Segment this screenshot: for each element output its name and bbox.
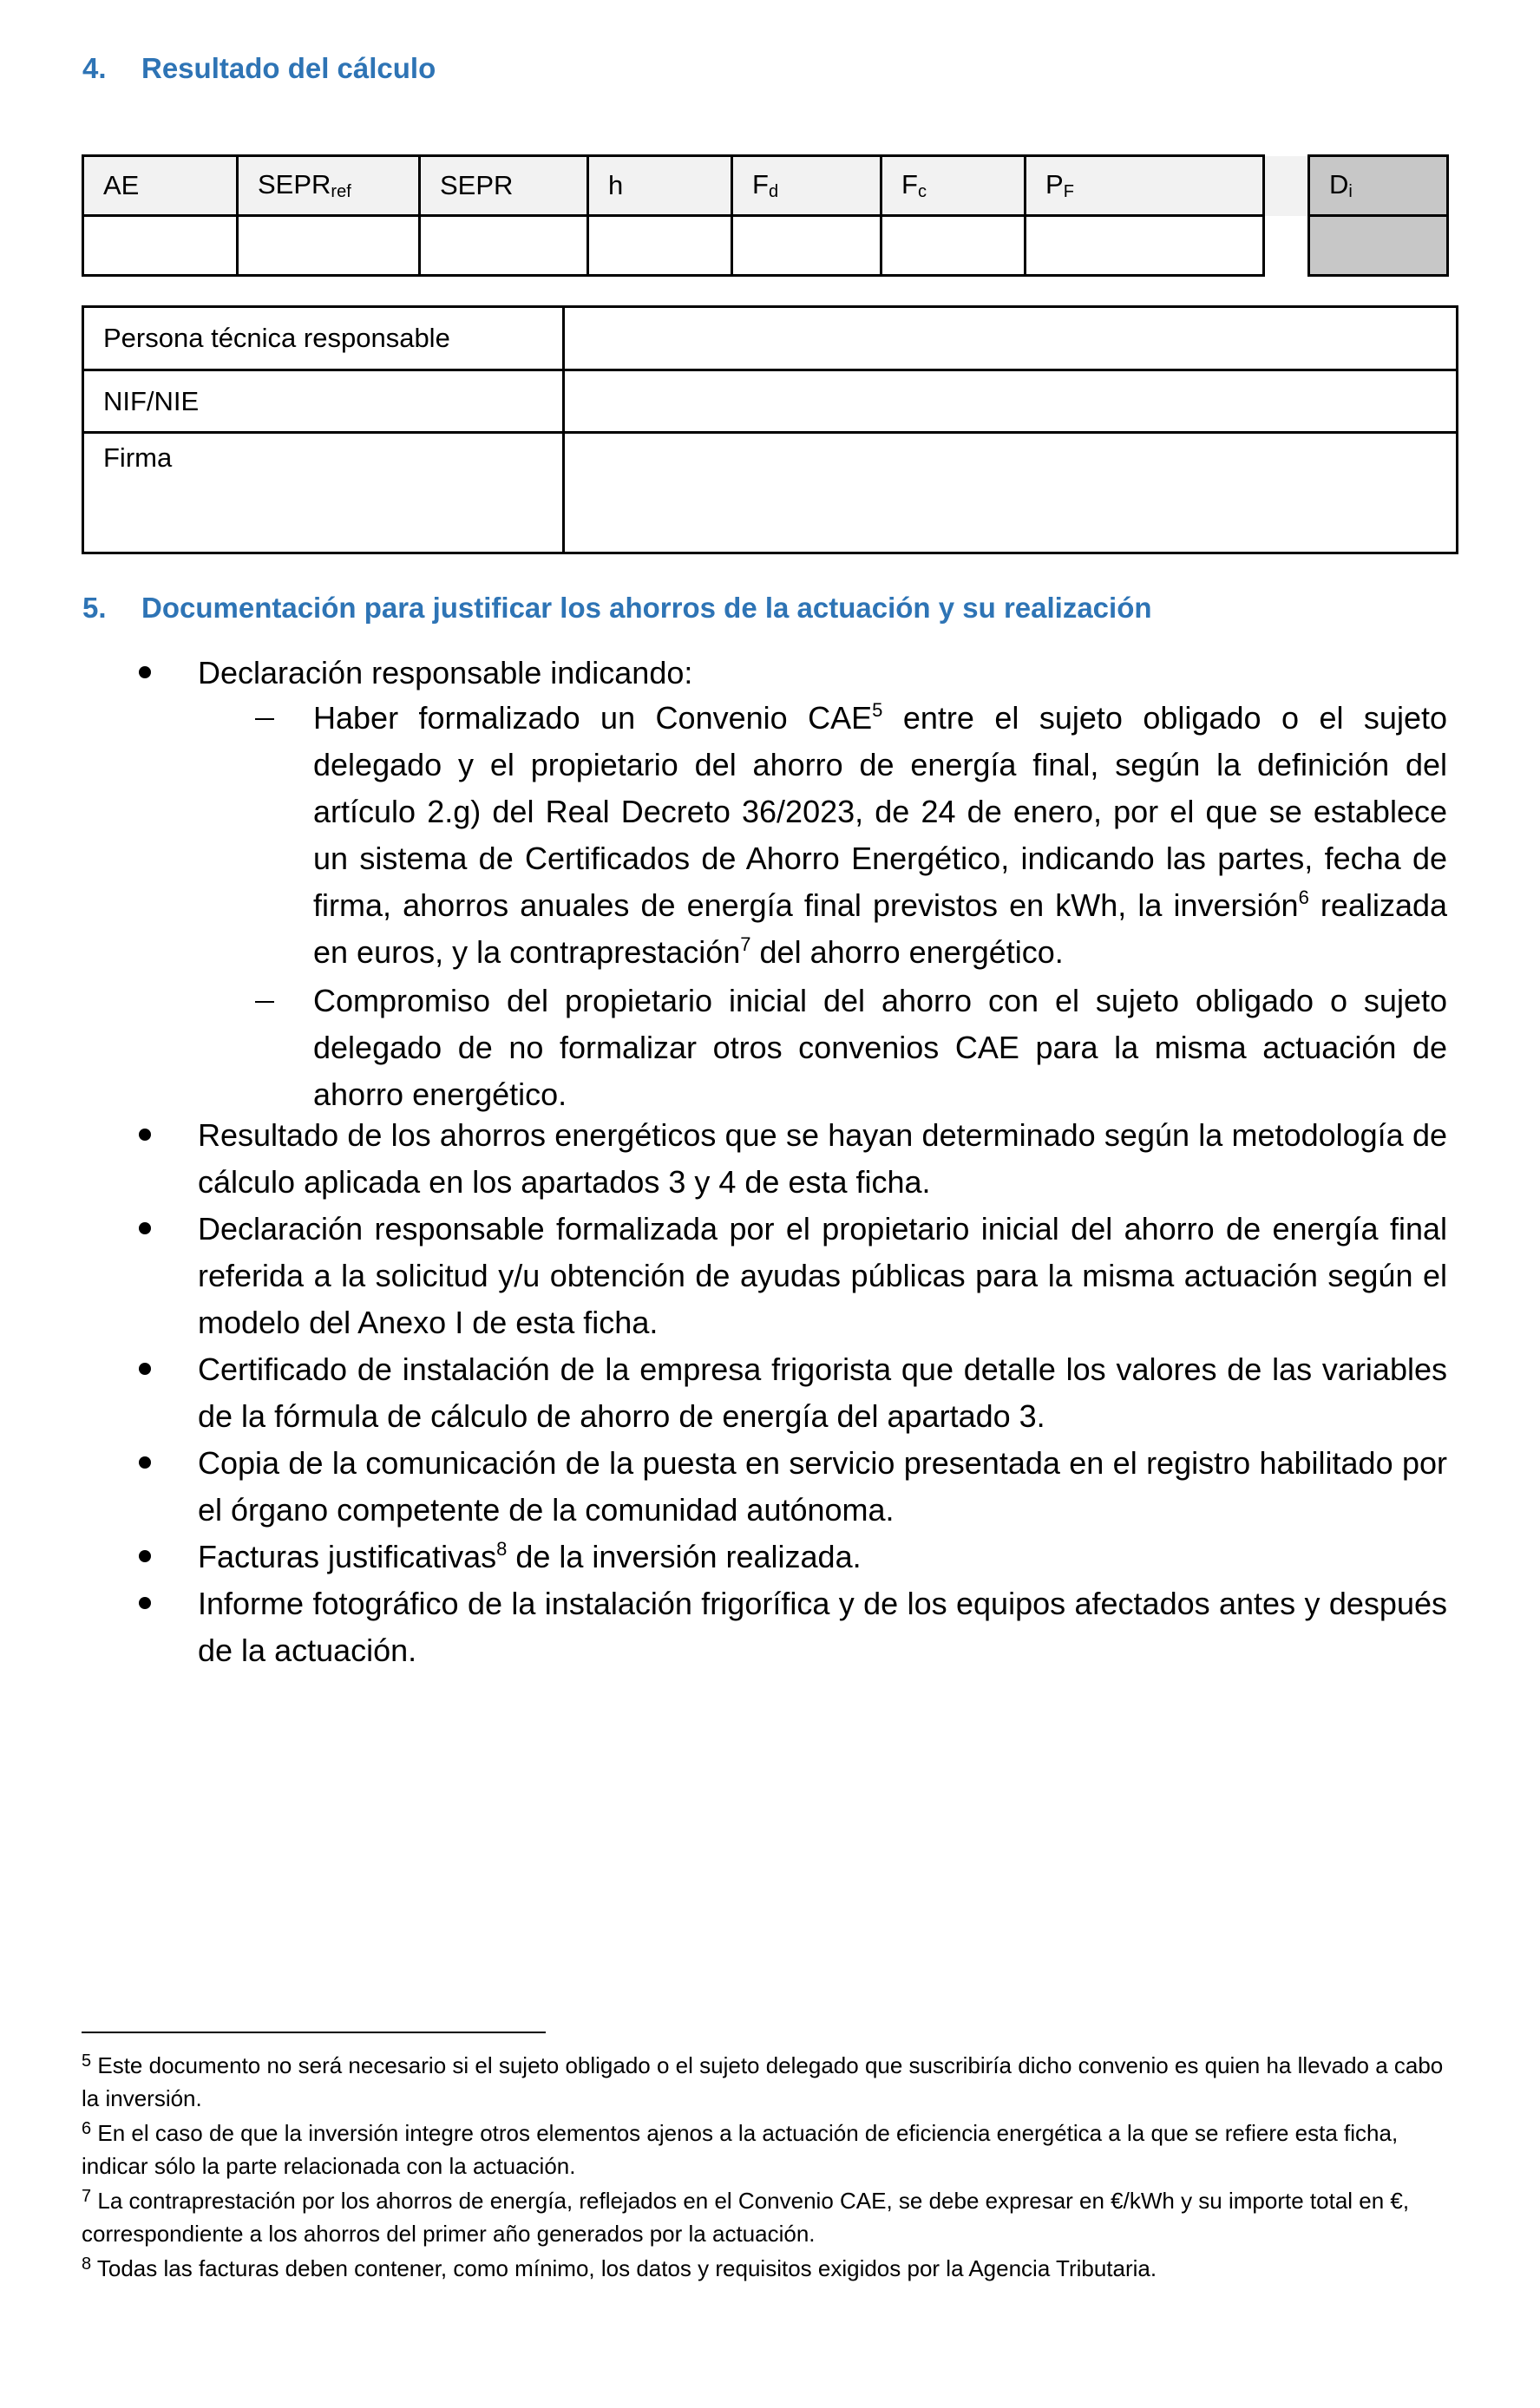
value-di[interactable]: [1309, 216, 1448, 276]
list-item: Facturas justificativas$^8$ de la inversión realizada.: [198, 1538, 862, 1574]
footnote: [82, 2184, 1452, 2250]
list-item: Declaración responsable formalizada por el propietario inicial del ahorro de energía final referida a la solicitud y/u obtención de ayudas públicas para la misma actuación según el modelo del Anexo I de esta ficha.: [198, 1211, 1447, 1340]
list-item: Informe fotográfico de la instalación frigorífica y de los equipos afectados antes y después de la actuación.: [198, 1586, 1447, 1668]
footnote-number: 8: [82, 2254, 92, 2274]
bullet-icon: [139, 1456, 151, 1469]
dash-icon: [255, 718, 274, 720]
bullet-icon: [139, 1550, 151, 1562]
footnote-number: 7: [82, 2187, 92, 2206]
footnote-ref: 5: [872, 699, 883, 721]
bullet-icon: [139, 1222, 151, 1234]
bullet-icon: [139, 1129, 151, 1141]
bullet-icon: [139, 1597, 151, 1609]
section-title: Documentación para justificar los ahorros de la actuación y su realización: [141, 592, 1152, 624]
value-ae[interactable]: [83, 216, 238, 276]
header-sepr-ref: $SEPR_{ref}$: [238, 156, 420, 216]
section-title: Resultado del cálculo: [141, 52, 436, 84]
bullet-icon: [139, 666, 151, 678]
list-item: Resultado de los ahorros energéticos que se hayan determinado según la metodología de cálculo aplicada en los apartados 3 y 4 de esta ficha.: [198, 1117, 1447, 1200]
footnote-separator: [82, 2032, 546, 2033]
header-fc: $F_c$: [881, 156, 1026, 216]
responsible-technician-label: Persona técnica responsable: [83, 307, 564, 370]
signer-row: [83, 307, 1458, 370]
header-sepr: SEPR: [420, 156, 588, 216]
footnote-number: 5: [82, 2051, 92, 2071]
signature-field[interactable]: [564, 433, 1458, 553]
footnote-ref: 8: [496, 1538, 508, 1560]
sub-list-item: Compromiso del propietario inicial del ahorro con el sujeto obligado o sujeto delegado de no formalizar otros convenios CAE para la misma actuación de ahorro energético.: [313, 983, 1447, 1112]
list-item: Declaración responsable indicando:: [198, 655, 693, 690]
header-di: $D_i$: [1309, 156, 1448, 216]
value-pf[interactable]: [1026, 216, 1264, 276]
header-fd: $F_d$: [732, 156, 881, 216]
header-h: h: [588, 156, 732, 216]
footnote: [82, 2252, 1452, 2285]
section-4-heading: [82, 52, 436, 85]
section-number: 5.: [82, 592, 107, 624]
footnote-ref: 7: [740, 933, 751, 955]
bullet-icon: [139, 1363, 151, 1375]
section-number: 4.: [82, 52, 107, 84]
signature-label: Firma: [83, 433, 564, 553]
value-h[interactable]: [588, 216, 732, 276]
footnote-text: Todas las facturas deben contener, como mínimo, los datos y requisitos exigidos por la Agencia Tributaria.: [96, 2255, 1157, 2281]
list-item: Certificado de instalación de la empresa frigorista que detalle los valores de las variables de la fórmula de cálculo de ahorro de energía del apartado 3.: [198, 1351, 1447, 1434]
dash-icon: [255, 1001, 274, 1003]
nif-nie-field[interactable]: [564, 370, 1458, 433]
header-ae: AE: [83, 156, 238, 216]
value-sepr-ref[interactable]: [238, 216, 420, 276]
footnote: [82, 2049, 1452, 2115]
signer-table: [82, 305, 1458, 554]
sub-list-item: Haber formalizado un Convenio CAE$^5$ entre el sujeto obligado o el sujeto delegado y el propietario del ahorro de energía final, según la definición del artículo 2.g) del Real Decreto 36/2023, de 24 de enero, por el que se establece un sistema de Certificados de Ahorro Energético, indicando las partes, fecha de firma, ahorros anuales de energía final previstos en kWh, la inversión$^6$ realizada en euros, y la contraprestación$^7$ del ahorro energético.: [313, 699, 1448, 970]
footnote-text: En el caso de que la inversión integre otros elementos ajenos a la actuación de eficiencia energética a la que se refiere esta ficha, indicar sólo la parte relacionada con la actuación.: [82, 2120, 1399, 2179]
value-fd[interactable]: [732, 216, 881, 276]
footnote: [82, 2117, 1452, 2182]
table-gap: [1264, 216, 1309, 276]
footnote-text: Este documento no será necesario si el sujeto obligado o el sujeto delegado que suscribiría dicho convenio es quien ha llevado a cabo la inversión.: [82, 2052, 1444, 2111]
value-fc[interactable]: [881, 216, 1026, 276]
list-item: Copia de la comunicación de la puesta en servicio presentada en el registro habilitado por el órgano competente de la comunidad autónoma.: [198, 1445, 1447, 1528]
result-table: [82, 154, 1449, 277]
responsible-technician-field[interactable]: [564, 307, 1458, 370]
footnote-ref: 6: [1298, 887, 1309, 908]
section-5-heading: [82, 592, 1152, 625]
signer-row: [83, 433, 1458, 553]
footnote-number: 6: [82, 2119, 92, 2138]
result-table-header-row: [83, 156, 1448, 216]
result-table-value-row: [83, 216, 1448, 276]
nif-nie-label: NIF/NIE: [83, 370, 564, 433]
footnote-text: La contraprestación por los ahorros de energía, reflejados en el Convenio CAE, se debe expresar en €/kWh y su importe total en €, correspondiente a los ahorros del primer año generados por la actuación.: [82, 2188, 1410, 2247]
header-pf: $P_F$: [1026, 156, 1264, 216]
signer-row: [83, 370, 1458, 433]
table-gap: [1264, 156, 1309, 216]
value-sepr[interactable]: [420, 216, 588, 276]
